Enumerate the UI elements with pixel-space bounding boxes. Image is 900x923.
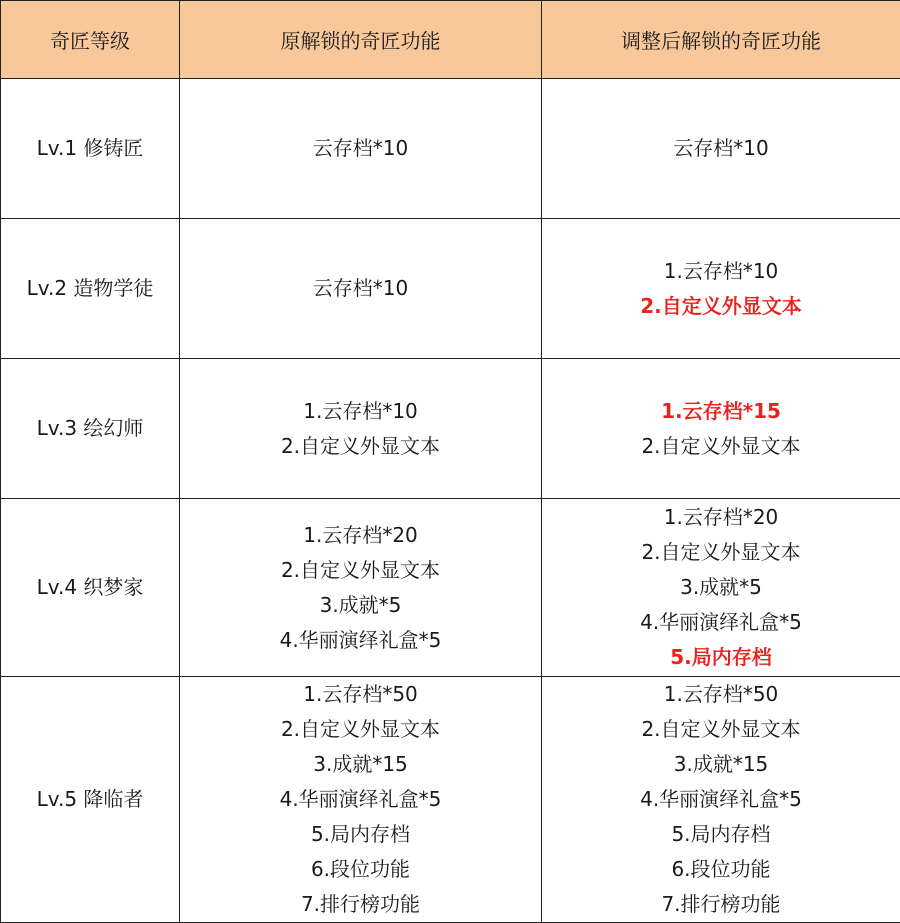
feature-item: 1.云存档*10 (542, 254, 900, 289)
feature-item: 3.成就*15 (180, 747, 541, 782)
original-features-cell (180, 79, 542, 219)
adjusted-features-cell (542, 79, 900, 219)
feature-item: 5.局内存档 (180, 817, 541, 852)
adjusted-features-cell (542, 677, 900, 923)
feature-item-new: 5.局内存档 (542, 640, 900, 675)
feature-item: 5.局内存档 (542, 817, 900, 852)
feature-item: 2.自定义外显文本 (180, 553, 541, 588)
feature-item-new: 2.自定义外显文本 (542, 289, 900, 324)
feature-item: 2.自定义外显文本 (542, 712, 900, 747)
original-features-cell (180, 677, 542, 923)
original-features-cell (180, 359, 542, 499)
feature-item: 2.自定义外显文本 (542, 535, 900, 570)
level-cell: Lv.1 修铸匠 (1, 79, 180, 219)
table-row (1, 499, 900, 677)
feature-item-new: 1.云存档*15 (542, 394, 900, 429)
feature-item: 云存档*10 (542, 131, 900, 166)
feature-item: 2.自定义外显文本 (542, 429, 900, 464)
feature-item: 4.华丽演绎礼盒*5 (542, 605, 900, 640)
feature-item: 3.成就*15 (542, 747, 900, 782)
feature-item: 1.云存档*50 (180, 677, 541, 712)
feature-item: 1.云存档*20 (180, 518, 541, 553)
adjusted-features-cell (542, 499, 900, 677)
table-row (1, 219, 900, 359)
level-cell: Lv.5 降临者 (1, 677, 180, 923)
feature-item: 7.排行榜功能 (542, 887, 900, 922)
feature-item: 1.云存档*10 (180, 394, 541, 429)
feature-item: 4.华丽演绎礼盒*5 (542, 782, 900, 817)
feature-item: 4.华丽演绎礼盒*5 (180, 623, 541, 658)
table-row (1, 79, 900, 219)
table-row (1, 677, 900, 923)
original-features-cell (180, 499, 542, 677)
header-adjusted: 调整后解锁的奇匠功能 (542, 1, 900, 79)
feature-item: 7.排行榜功能 (180, 887, 541, 922)
feature-item: 2.自定义外显文本 (180, 429, 541, 464)
feature-item: 4.华丽演绎礼盒*5 (180, 782, 541, 817)
table-body (1, 79, 900, 923)
feature-item: 2.自定义外显文本 (180, 712, 541, 747)
feature-item: 云存档*10 (180, 131, 541, 166)
feature-item: 3.成就*5 (542, 570, 900, 605)
feature-item: 3.成就*5 (180, 588, 541, 623)
header-level: 奇匠等级 (1, 1, 180, 79)
level-cell: Lv.2 造物学徒 (1, 219, 180, 359)
header-row (1, 1, 900, 79)
header-original: 原解锁的奇匠功能 (180, 1, 542, 79)
feature-item: 6.段位功能 (542, 852, 900, 887)
feature-item: 云存档*10 (180, 271, 541, 306)
adjusted-features-cell (542, 219, 900, 359)
original-features-cell (180, 219, 542, 359)
level-cell: Lv.4 织梦家 (1, 499, 180, 677)
level-cell: Lv.3 绘幻师 (1, 359, 180, 499)
table-row (1, 359, 900, 499)
feature-item: 1.云存档*50 (542, 677, 900, 712)
adjusted-features-cell (542, 359, 900, 499)
feature-item: 6.段位功能 (180, 852, 541, 887)
feature-item: 1.云存档*20 (542, 500, 900, 535)
